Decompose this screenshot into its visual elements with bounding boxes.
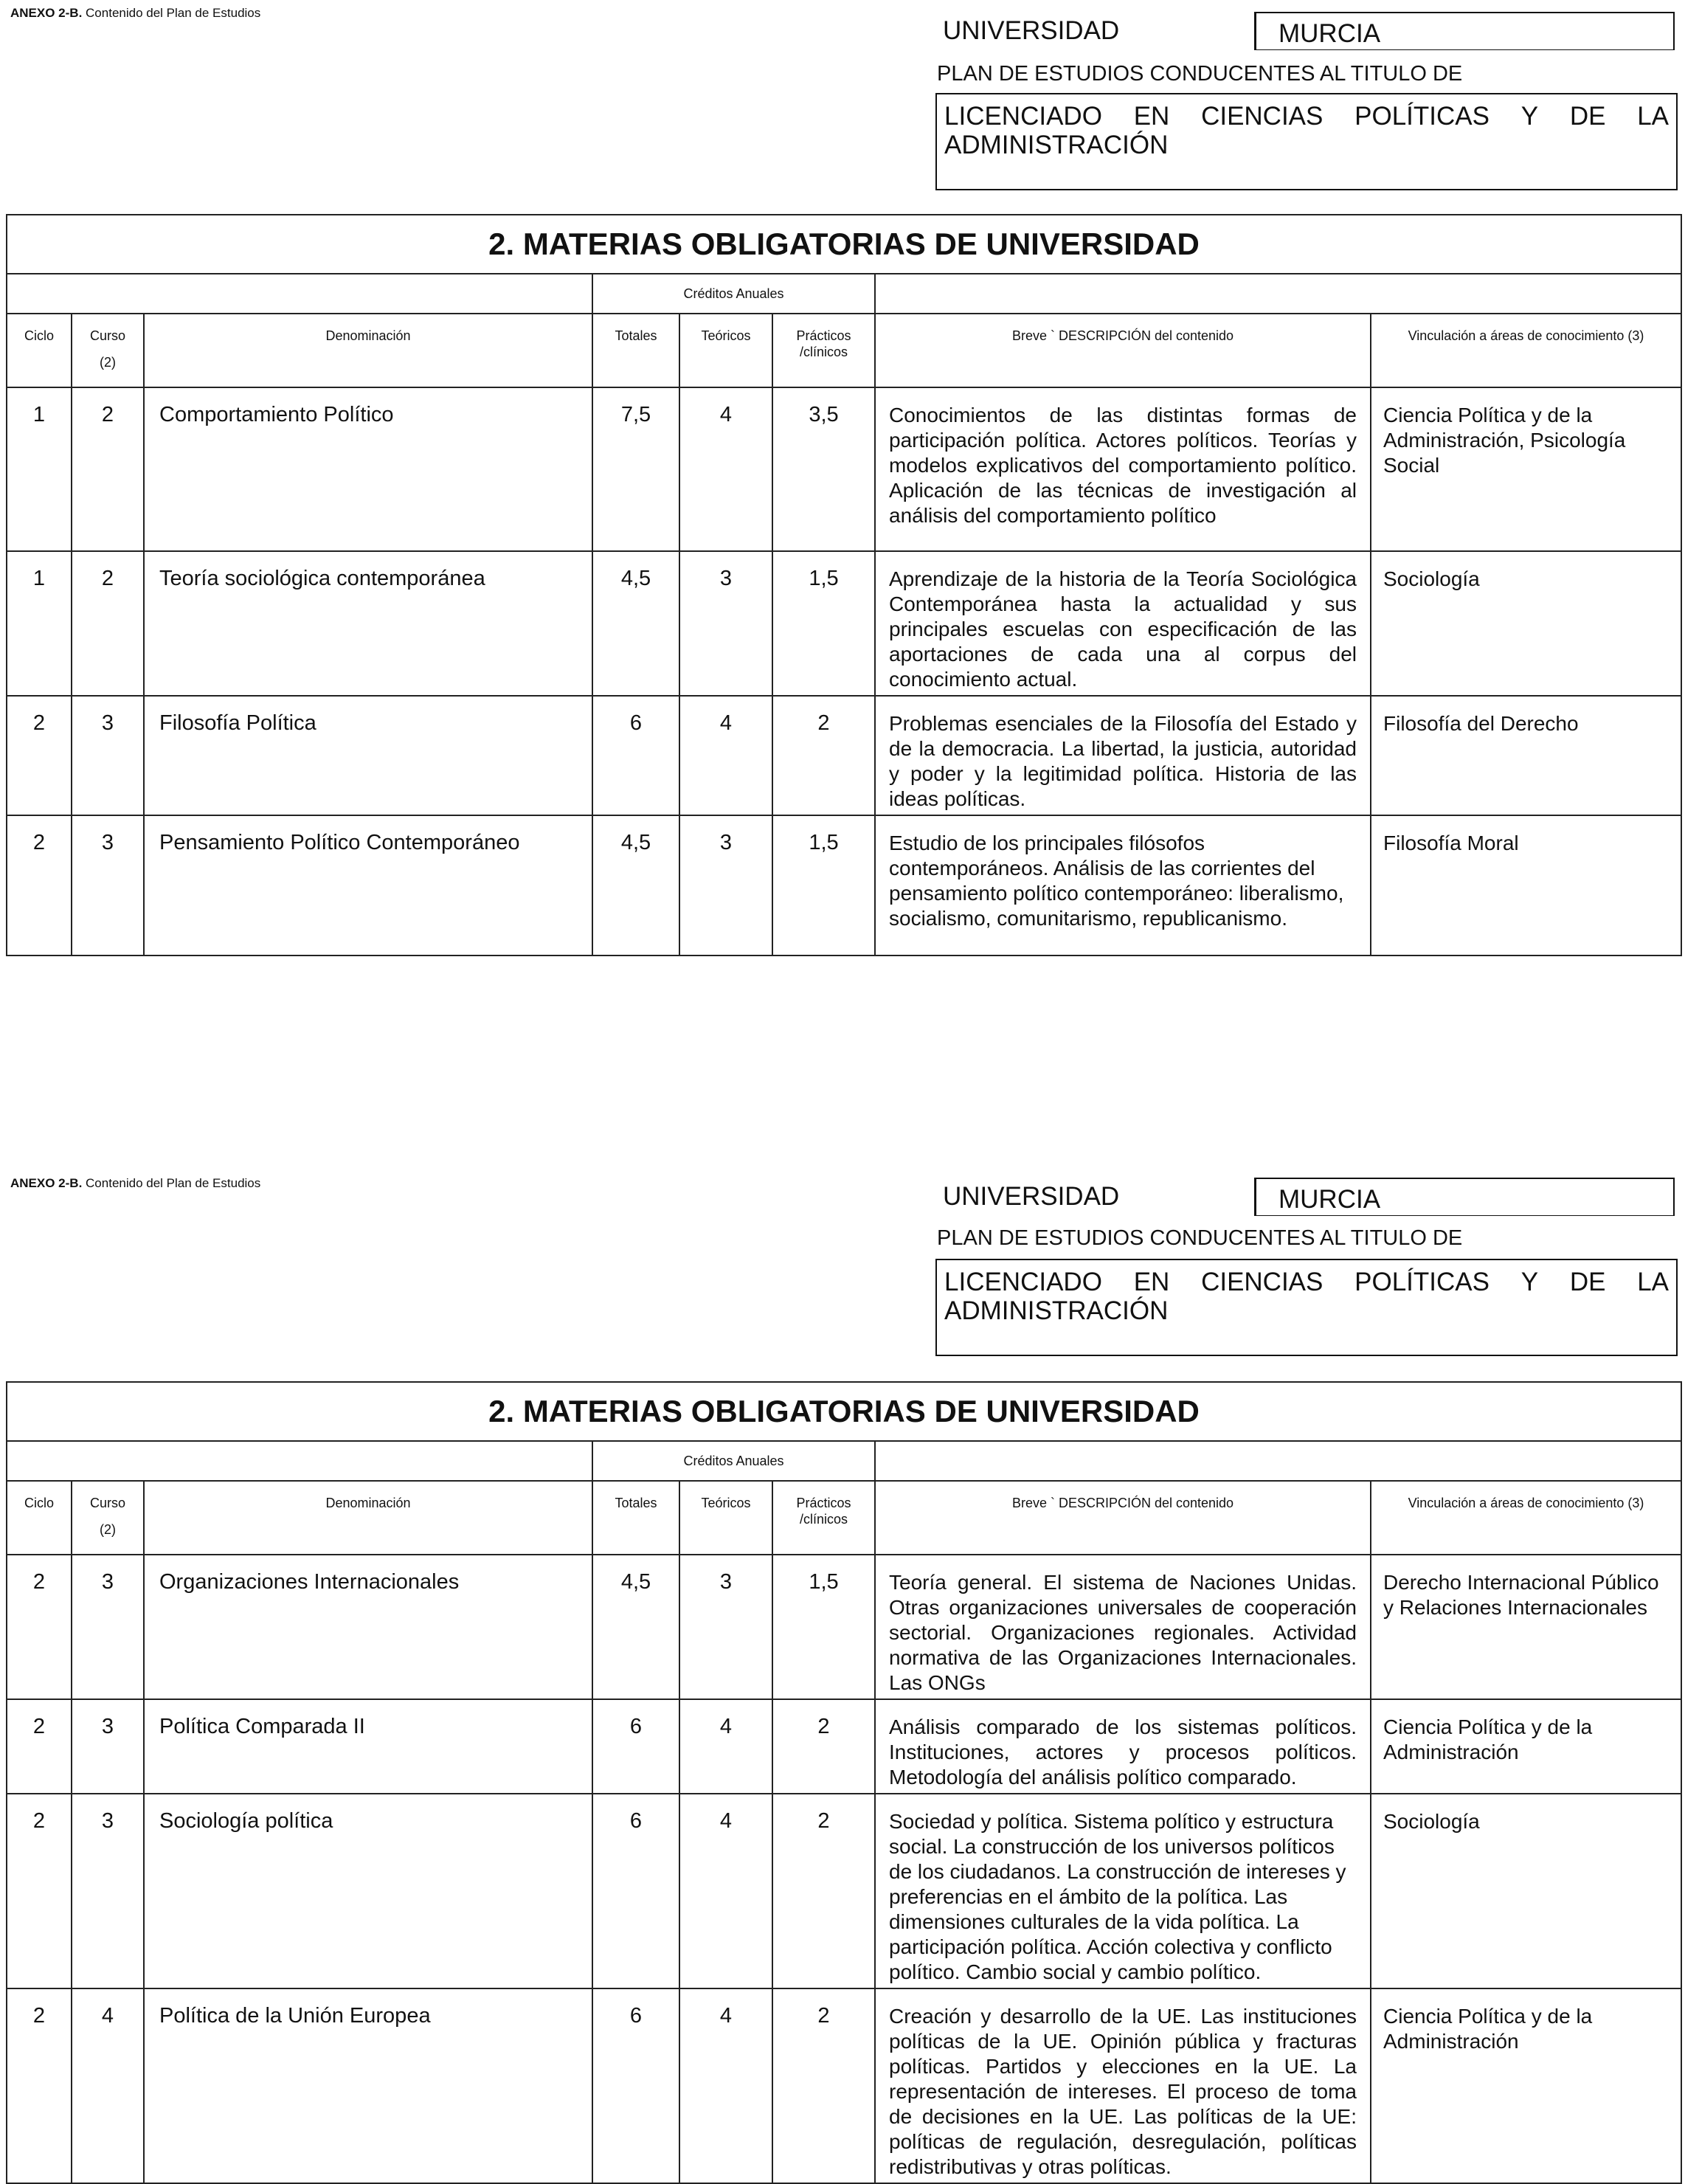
- titulo-word: LA: [1637, 1268, 1669, 1296]
- credits-header: Créditos Anuales: [592, 1441, 875, 1481]
- cell-denominacion: Organizaciones Internacionales: [144, 1555, 592, 1699]
- cell-area: Sociología: [1371, 1794, 1681, 1988]
- materias-table: [6, 1381, 1682, 2184]
- cell-area: Ciencia Política y de la Administración: [1371, 1988, 1681, 2183]
- table-title: 2. MATERIAS OBLIGATORIAS DE UNIVERSIDAD: [7, 1382, 1681, 1441]
- table-title: 2. MATERIAS OBLIGATORIAS DE UNIVERSIDAD: [7, 215, 1681, 274]
- table-row: [7, 387, 1681, 551]
- cell-ciclo: 2: [7, 1699, 72, 1794]
- titulo-word: Y: [1520, 1268, 1539, 1296]
- cell-ciclo: 2: [7, 1794, 72, 1988]
- universidad-value: MURCIA: [1279, 1185, 1381, 1214]
- cell-practicos: 1,5: [772, 551, 875, 696]
- cell-totales: 6: [592, 1794, 679, 1988]
- cell-practicos: 2: [772, 1988, 875, 2183]
- col-practicos-line1: Prácticos: [796, 1496, 851, 1510]
- cell-curso: 3: [72, 1699, 144, 1794]
- cell-area: Sociología: [1371, 551, 1681, 696]
- cell-curso: 2: [72, 387, 144, 551]
- titulo-word: LICENCIADO: [944, 102, 1102, 131]
- cell-curso: 3: [72, 1555, 144, 1699]
- col-ciclo: Ciclo: [7, 314, 72, 387]
- col-curso: [72, 1481, 144, 1555]
- cell-totales: 4,5: [592, 551, 679, 696]
- col-denominacion: Denominación: [144, 314, 592, 387]
- universidad-value: MURCIA: [1279, 19, 1381, 48]
- table-row: [7, 551, 1681, 696]
- annex-text: Contenido del Plan de Estudios: [86, 1176, 261, 1190]
- col-curso-label: Curso: [89, 1496, 125, 1510]
- cell-practicos: 2: [772, 696, 875, 815]
- titulo-line-2: ADMINISTRACIÓN: [944, 1296, 1169, 1325]
- cell-practicos: 1,5: [772, 1555, 875, 1699]
- universidad-label: UNIVERSIDAD: [943, 1182, 1120, 1211]
- cell-teoricos: 3: [679, 1555, 772, 1699]
- col-curso: [72, 314, 144, 387]
- cell-teoricos: 4: [679, 1699, 772, 1794]
- table-row: [7, 1699, 1681, 1794]
- col-practicos-line2: /clínicos: [799, 1512, 848, 1527]
- cell-teoricos: 4: [679, 1988, 772, 2183]
- cell-descripcion: Sociedad y política. Sistema político y estructura social. La construcción de los universos políticos de los ciudadanos. La construcción de intereses y preferencias en el ámbito de la política. Las dimensiones culturales de la vida política. La participación política. Acción colectiva y conflicto político. Cambio social y cambio político.: [875, 1794, 1371, 1988]
- col-ciclo: Ciclo: [7, 1481, 72, 1555]
- universidad-box: [1254, 1178, 1675, 1216]
- annex-heading: [10, 1176, 260, 1191]
- titulo-word: EN: [1133, 102, 1170, 131]
- cell-totales: 7,5: [592, 387, 679, 551]
- table-row: [7, 1555, 1681, 1699]
- cell-teoricos: 3: [679, 815, 772, 956]
- cell-practicos: 2: [772, 1699, 875, 1794]
- col-teoricos: Teóricos: [679, 314, 772, 387]
- col-curso-note: (2): [100, 1522, 116, 1537]
- cell-ciclo: 2: [7, 1988, 72, 2183]
- col-practicos: [772, 314, 875, 387]
- cell-denominacion: Pensamiento Político Contemporáneo: [144, 815, 592, 956]
- annex-heading: [10, 6, 260, 21]
- cell-teoricos: 4: [679, 1794, 772, 1988]
- col-practicos: [772, 1481, 875, 1555]
- cell-ciclo: 2: [7, 696, 72, 815]
- cell-totales: 4,5: [592, 1555, 679, 1699]
- cell-area: Filosofía del Derecho: [1371, 696, 1681, 815]
- cell-denominacion: Filosofía Política: [144, 696, 592, 815]
- table-row: [7, 815, 1681, 956]
- cell-ciclo: 1: [7, 387, 72, 551]
- titulo-word: DE: [1569, 1268, 1606, 1296]
- titulo-line-2: ADMINISTRACIÓN: [944, 131, 1169, 159]
- titulo-word: CIENCIAS: [1201, 102, 1324, 131]
- cell-totales: 6: [592, 696, 679, 815]
- col-totales: Totales: [592, 314, 679, 387]
- cell-denominacion: Política Comparada II: [144, 1699, 592, 1794]
- col-descripcion: Breve ` DESCRIPCIÓN del contenido: [875, 1481, 1371, 1555]
- titulo-line-1: [944, 1268, 1669, 1296]
- titulo-word: LICENCIADO: [944, 1268, 1102, 1296]
- blank-header: [875, 1441, 1681, 1481]
- blank-header: [875, 274, 1681, 314]
- titulo-word: POLÍTICAS: [1354, 1268, 1489, 1296]
- cell-area: Ciencia Política y de la Administración, Psicología Social: [1371, 387, 1681, 551]
- col-vinculacion: Vinculación a áreas de conocimiento (3): [1371, 314, 1681, 387]
- annex-text: Contenido del Plan de Estudios: [86, 6, 261, 20]
- cell-practicos: 2: [772, 1794, 875, 1988]
- cell-denominacion: Teoría sociológica contemporánea: [144, 551, 592, 696]
- col-curso-label: Curso: [89, 328, 125, 343]
- cell-area: Filosofía Moral: [1371, 815, 1681, 956]
- cell-area: Ciencia Política y de la Administración: [1371, 1699, 1681, 1794]
- cell-totales: 4,5: [592, 815, 679, 956]
- cell-descripcion: Creación y desarrollo de la UE. Las instituciones políticas de la UE. Opinión pública y fracturas políticas. Partidos y elecciones en la UE. La representación de intereses. El proceso de toma de decisiones en la UE. Las políticas de la UE: políticas de regulación, desregulación, políticas redistributivas y otras políticas.: [875, 1988, 1371, 2183]
- annex-prefix: ANEXO 2-B.: [10, 6, 83, 20]
- blank-header: [7, 274, 592, 314]
- cell-denominacion: Comportamiento Político: [144, 387, 592, 551]
- materias-table: [6, 214, 1682, 956]
- cell-ciclo: 2: [7, 1555, 72, 1699]
- titulo-word: DE: [1569, 102, 1606, 131]
- cell-teoricos: 4: [679, 387, 772, 551]
- cell-curso: 3: [72, 815, 144, 956]
- annex-prefix: ANEXO 2-B.: [10, 1176, 83, 1190]
- col-totales: Totales: [592, 1481, 679, 1555]
- cell-descripcion: Teoría general. El sistema de Naciones Unidas. Otras organizaciones universales de cooperación sectorial. Organizaciones regionales. Actividad normativa de las Organizaciones Internacionales. Las ONGs: [875, 1555, 1371, 1699]
- col-vinculacion: Vinculación a áreas de conocimiento (3): [1371, 1481, 1681, 1555]
- col-denominacion: Denominación: [144, 1481, 592, 1555]
- titulo-line-1: [944, 102, 1669, 131]
- cell-descripcion: Conocimientos de las distintas formas de participación política. Actores políticos. Teorías y modelos explicativos del comportamiento político. Aplicación de las técnicas de investigación al análisis del comportamiento político: [875, 387, 1371, 551]
- cell-ciclo: 2: [7, 815, 72, 956]
- cell-curso: 4: [72, 1988, 144, 2183]
- cell-practicos: 3,5: [772, 387, 875, 551]
- cell-denominacion: Política de la Unión Europea: [144, 1988, 592, 2183]
- cell-ciclo: 1: [7, 551, 72, 696]
- titulo-word: Y: [1520, 102, 1539, 131]
- titulo-box: [935, 93, 1678, 190]
- cell-totales: 6: [592, 1699, 679, 1794]
- cell-descripcion: Aprendizaje de la historia de la Teoría Sociológica Contemporánea hasta la actualidad y sus principales escuelas con especificación de las aportaciones de cada una al corpus del conocimiento actual.: [875, 551, 1371, 696]
- col-descripcion: Breve ` DESCRIPCIÓN del contenido: [875, 314, 1371, 387]
- cell-practicos: 1,5: [772, 815, 875, 956]
- titulo-word: POLÍTICAS: [1354, 102, 1489, 131]
- titulo-box: [935, 1259, 1678, 1356]
- cell-curso: 3: [72, 696, 144, 815]
- titulo-word: LA: [1637, 102, 1669, 131]
- table-row: [7, 1988, 1681, 2183]
- credits-header: Créditos Anuales: [592, 274, 875, 314]
- col-teoricos: Teóricos: [679, 1481, 772, 1555]
- cell-teoricos: 3: [679, 551, 772, 696]
- table-row: [7, 1794, 1681, 1988]
- cell-descripcion: Estudio de los principales filósofos contemporáneos. Análisis de las corrientes del pensamiento político contemporáneo: liberalismo, socialismo, comunitarismo, republicanismo.: [875, 815, 1371, 956]
- cell-denominacion: Sociología política: [144, 1794, 592, 1988]
- plan-label: PLAN DE ESTUDIOS CONDUCENTES AL TITULO DE: [937, 62, 1463, 86]
- universidad-box: [1254, 12, 1675, 50]
- titulo-word: CIENCIAS: [1201, 1268, 1324, 1296]
- universidad-label: UNIVERSIDAD: [943, 16, 1120, 45]
- cell-teoricos: 4: [679, 696, 772, 815]
- cell-curso: 3: [72, 1794, 144, 1988]
- titulo-word: EN: [1133, 1268, 1170, 1296]
- col-practicos-line1: Prácticos: [796, 328, 851, 343]
- cell-descripcion: Problemas esenciales de la Filosofía del Estado y de la democracia. La libertad, la justicia, autoridad y poder y la legitimidad política. Historia de las ideas políticas.: [875, 696, 1371, 815]
- table-row: [7, 696, 1681, 815]
- cell-curso: 2: [72, 551, 144, 696]
- blank-header: [7, 1441, 592, 1481]
- cell-descripcion: Análisis comparado de los sistemas políticos. Instituciones, actores y procesos políticos. Metodología del análisis político comparado.: [875, 1699, 1371, 1794]
- col-curso-note: (2): [100, 355, 116, 370]
- cell-area: Derecho Internacional Público y Relaciones Internacionales: [1371, 1555, 1681, 1699]
- plan-label: PLAN DE ESTUDIOS CONDUCENTES AL TITULO DE: [937, 1226, 1463, 1250]
- col-practicos-line2: /clínicos: [799, 345, 848, 359]
- cell-totales: 6: [592, 1988, 679, 2183]
